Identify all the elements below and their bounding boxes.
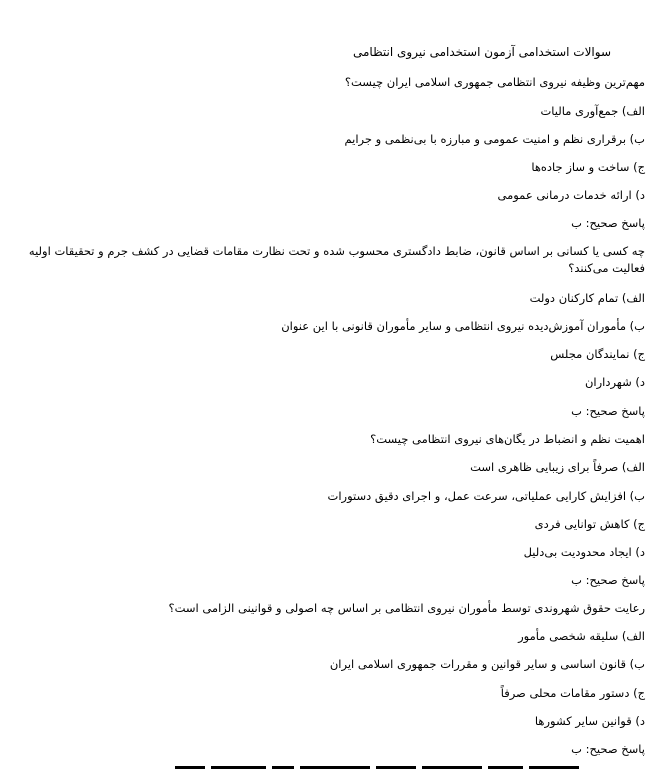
q3-option-d: د) ایجاد محدودیت بی‌دلیل: [523, 545, 645, 559]
q1-option-d: د) ارائه خدمات درمانی عمومی: [497, 188, 645, 202]
q2-option-d: د) شهرداران: [584, 375, 645, 389]
q3-option-a: الف) صرفاً برای زیبایی ظاهری است: [470, 460, 645, 474]
q2-option-a: الف) تمام کارکنان دولت: [529, 291, 645, 305]
q2-answer: پاسخ صحیح: ب: [571, 404, 645, 418]
q1-option-a: الف) جمع‌آوری مالیات: [540, 104, 645, 118]
q1-answer: پاسخ صحیح: ب: [571, 216, 645, 230]
q4-option-c: ج) دستور مقامات محلی صرفاً: [500, 686, 645, 700]
q3-answer: پاسخ صحیح: ب: [571, 573, 645, 587]
q4-option-d: د) قوانین سایر کشورها: [534, 714, 645, 728]
q1-option-c: ج) ساخت و ساز جاده‌ها: [531, 160, 645, 174]
q3-option-b: ب) افزایش کارایی عملیاتی، سرعت عمل، و اجرای دقیق دستورات: [327, 489, 645, 503]
q4-option-a: الف) سلیقه شخصی مأمور: [518, 629, 645, 643]
question-3: اهمیت نظم و انضباط در یگان‌های نیروی انتظامی چیست؟: [370, 432, 645, 446]
question-4: رعایت حقوق شهروندی توسط مأموران نیروی انتظامی بر اساس چه اصولی و قوانینی الزامی است؟: [168, 601, 645, 615]
q1-option-b: ب) برقراری نظم و امنیت عمومی و مبارزه با بی‌نظمی و جرایم: [344, 132, 645, 146]
q4-answer: پاسخ صحیح: ب: [571, 742, 645, 756]
document-title: سوالات استخدامی آزمون استخدامی نیروی انتظامی: [353, 45, 611, 59]
q2-option-b: ب) مأموران آموزش‌دیده نیروی انتظامی و سایر مأموران قانونی با این عنوان: [281, 319, 645, 333]
cropped-text-line: [175, 766, 615, 776]
question-2: چه کسی یا کسانی بر اساس قانون، ضابط دادگستری محسوب شده و تحت نظارت مقامات قضایی در کشف جرم و تحقیقات اولیه فعالیت می‌کنند؟: [28, 244, 645, 275]
q3-option-c: ج) کاهش توانایی فردی: [534, 517, 645, 531]
q4-option-b: ب) قانون اساسی و سایر قوانین و مقررات جمهوری اسلامی ایران: [329, 657, 645, 671]
question-1: مهم‌ترین وظیفه نیروی انتظامی جمهوری اسلامی ایران چیست؟: [344, 75, 645, 89]
q2-option-c: ج) نمایندگان مجلس: [550, 347, 645, 361]
